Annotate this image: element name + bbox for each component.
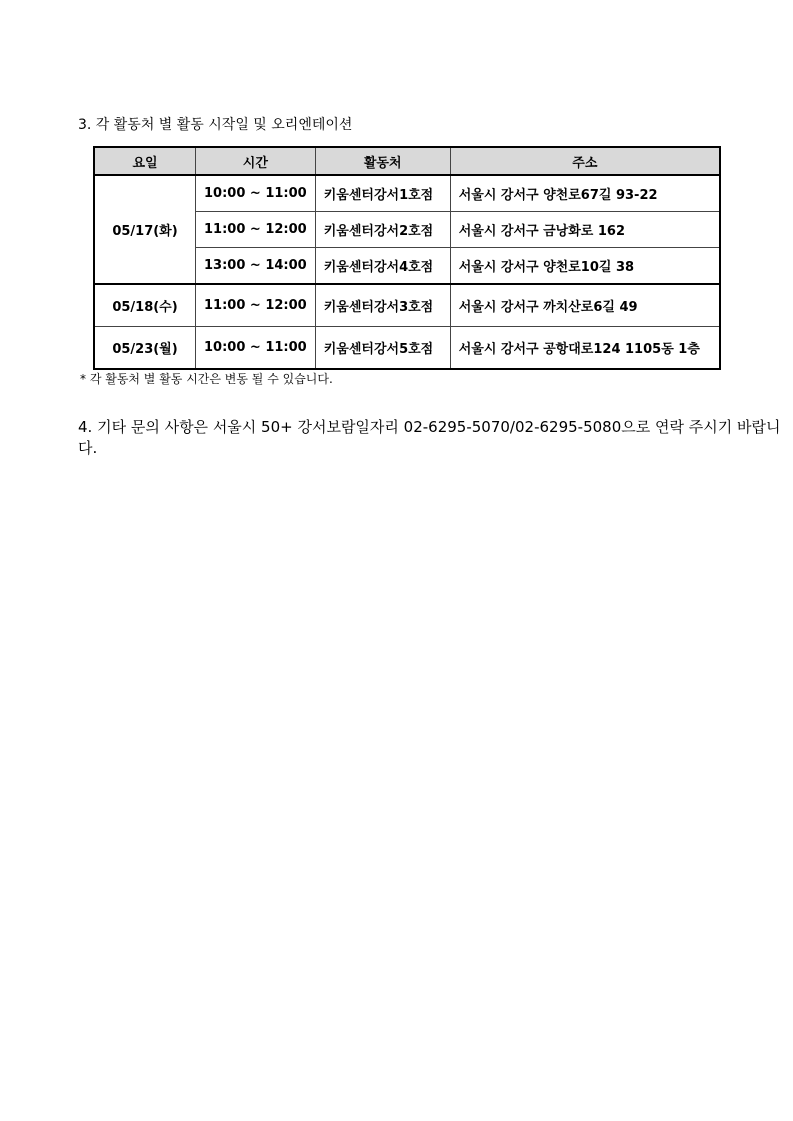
table-row [94, 175, 720, 212]
day-cell: 05/23(월) [94, 327, 196, 370]
section-4-contact: 4. 기타 문의 사항은 서울시 50+ 강서보람일자리 02-6295-5070/02-6295-5080으로 연락 주시기 바랍니다. [78, 418, 781, 457]
time-cell: 13:00 ~ 14:00 [196, 248, 316, 285]
day-cell: 05/17(화) [94, 175, 196, 284]
place-cell: 키움센터강서2호점 [315, 212, 450, 248]
place-cell: 키움센터강서3호점 [315, 284, 450, 327]
address-cell: 서울시 강서구 양천로67길 93-22 [450, 175, 720, 212]
address-cell: 서울시 강서구 까치산로6길 49 [450, 284, 720, 327]
time-cell: 10:00 ~ 11:00 [196, 175, 316, 212]
day-cell: 05/18(수) [94, 284, 196, 327]
header-time: 시간 [196, 147, 316, 175]
table-row [94, 327, 720, 370]
time-cell: 11:00 ~ 12:00 [196, 212, 316, 248]
place-cell: 키움센터강서4호점 [315, 248, 450, 285]
place-cell: 키움센터강서1호점 [315, 175, 450, 212]
place-cell: 키움센터강서5호점 [315, 327, 450, 370]
time-cell: 10:00 ~ 11:00 [196, 327, 316, 370]
header-address: 주소 [450, 147, 720, 175]
time-cell: 11:00 ~ 12:00 [196, 284, 316, 327]
header-place: 활동처 [315, 147, 450, 175]
schedule-note: * 각 활동처 별 활동 시간은 변동 될 수 있습니다. [80, 372, 333, 386]
table-row [94, 284, 720, 327]
schedule-table [93, 146, 721, 370]
header-day: 요일 [94, 147, 196, 175]
address-cell: 서울시 강서구 금낭화로 162 [450, 212, 720, 248]
table-header-row [94, 147, 720, 175]
section-3-title: 3. 각 활동처 별 활동 시작일 및 오리엔테이션 [78, 117, 353, 133]
address-cell: 서울시 강서구 공항대로124 1105동 1층 [450, 327, 720, 370]
address-cell: 서울시 강서구 양천로10길 38 [450, 248, 720, 285]
